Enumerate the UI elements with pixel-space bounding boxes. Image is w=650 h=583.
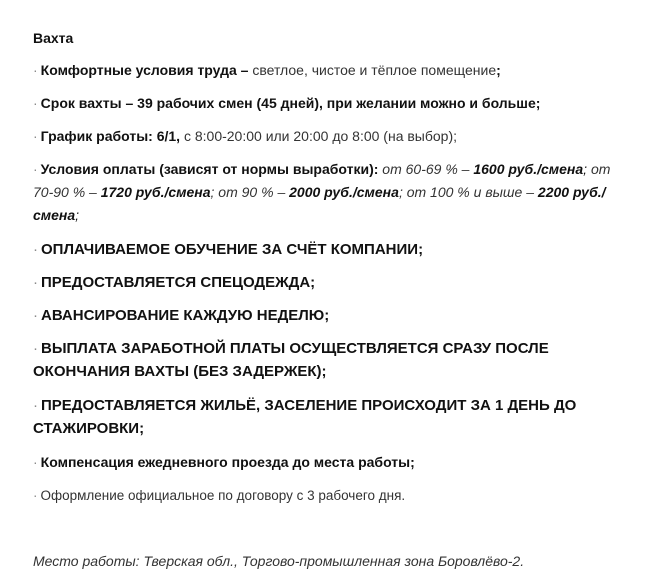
bullet: · <box>33 454 38 470</box>
list-item-contract <box>33 484 633 507</box>
pay-sep-4: ; <box>75 207 80 223</box>
list-item-pay <box>33 158 633 227</box>
pay-sep-1: ; <box>583 161 588 177</box>
bullet: · <box>33 128 38 144</box>
list-item-salary <box>33 337 593 383</box>
advance-text: АВАНСИРОВАНИЕ КАЖДУЮ НЕДЕЛЮ; <box>41 307 330 324</box>
pay-range-1: от 60-69 % – <box>378 161 474 177</box>
pay-range-4: ; от 100 % и выше – <box>398 184 538 200</box>
pay-range-3: ; от 90 % – <box>210 184 290 200</box>
list-item-schedule <box>33 125 633 148</box>
bullet: · <box>33 95 38 111</box>
bullet: · <box>33 274 38 291</box>
comfort-text: светлое, чистое и тёплое помещение <box>248 62 497 78</box>
pay-label: Условия оплаты (зависят от нормы выработки): <box>40 161 379 177</box>
list-item-uniform <box>33 271 633 294</box>
list-item-training <box>33 238 633 261</box>
bullet: · <box>33 397 38 414</box>
pay-value-4: 2200 руб./смена <box>33 184 606 223</box>
list-item-advance <box>33 304 633 327</box>
comfort-label: Комфортные условия труда – <box>40 62 249 78</box>
training-text: ОПЛАЧИВАЕМОЕ ОБУЧЕНИЕ ЗА СЧЁТ КОМПАНИИ; <box>41 241 424 258</box>
pay-range-2: от 70-90 % – <box>33 161 611 200</box>
salary-text: ВЫПЛАТА ЗАРАБОТНОЙ ПЛАТЫ ОСУЩЕСТВЛЯЕТСЯ СРАЗУ ПОСЛЕ ОКОНЧАНИЯ ВАХТЫ (БЕЗ ЗАДЕРЖЕК); <box>33 340 549 380</box>
contract-text: Оформление официальное по договору с 3 рабочего дня. <box>40 488 406 503</box>
list-item-term <box>33 92 633 115</box>
uniform-text: ПРЕДОСТАВЛЯЕТСЯ СПЕЦОДЕЖДА; <box>41 274 316 291</box>
bullet: · <box>33 340 38 357</box>
pay-value-3: 2000 руб./смена <box>289 184 399 200</box>
pay-value-2: 1720 руб./смена <box>100 184 211 200</box>
pay-value-1: 1600 руб./смена <box>473 161 584 177</box>
term-text: Срок вахты – 39 рабочих смен (45 дней), при желании можно и больше; <box>40 95 541 111</box>
bullet: · <box>33 62 38 78</box>
section-title: Вахта <box>33 30 74 46</box>
bullet: · <box>33 241 38 258</box>
comfort-end: ; <box>496 62 501 78</box>
list-item-travel <box>33 451 633 474</box>
list-item-housing <box>33 394 593 440</box>
list-item-comfort <box>33 59 633 82</box>
bullet: · <box>33 307 38 324</box>
bullet: · <box>33 161 38 177</box>
housing-text: ПРЕДОСТАВЛЯЕТСЯ ЖИЛЬЁ, ЗАСЕЛЕНИЕ ПРОИСХОДИТ ЗА 1 ДЕНЬ ДО СТАЖИРОВКИ; <box>33 397 577 437</box>
work-location-note: Место работы: Тверская обл., Торгово-промышленная зона Боровлёво-2. <box>33 553 525 569</box>
schedule-label: График работы: 6/1, <box>40 128 181 144</box>
schedule-text: с 8:00-20:00 или 20:00 до 8:00 (на выбор); <box>180 128 458 144</box>
bullet: · <box>33 488 38 503</box>
travel-text: Компенсация ежедневного проезда до места работы; <box>40 454 415 470</box>
